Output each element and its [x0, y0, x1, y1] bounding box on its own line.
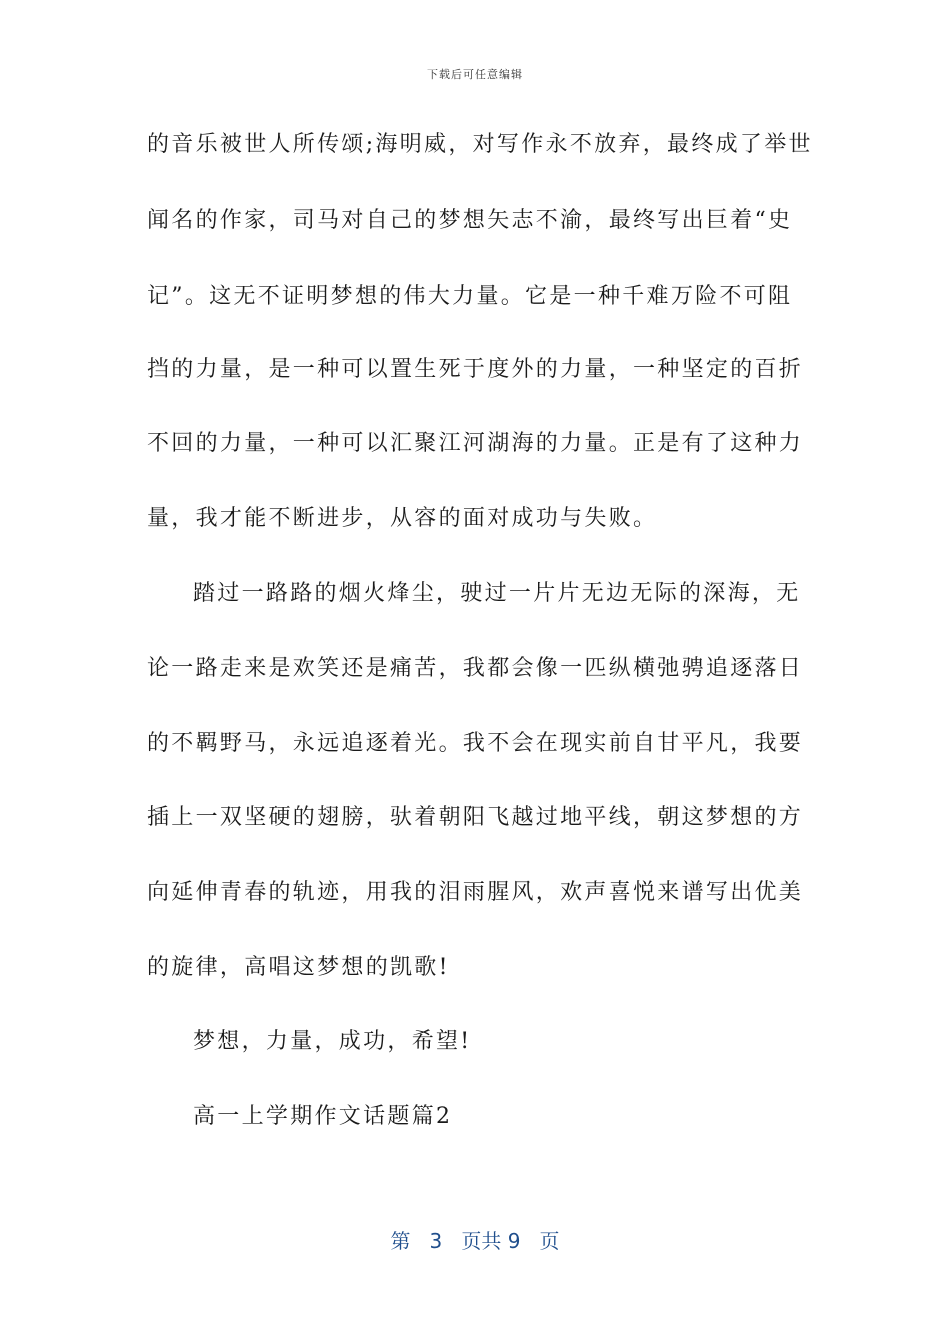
paragraph-1-line-3: 记”。这无不证明梦想的伟大力量。它是一种千难万险不可阻	[147, 284, 793, 309]
section-heading: 高一上学期作文话题篇2	[193, 1104, 453, 1129]
paragraph-1-line-1: 的音乐被世人所传颂;海明威，对写作永不放弃，最终成了举世	[147, 132, 813, 157]
page-header: 下载后可任意编辑	[427, 68, 523, 81]
footer-prefix: 第	[390, 1229, 411, 1253]
paragraph-1-line-4: 挡的力量，是一种可以置生死于度外的力量，一种坚定的百折	[147, 357, 804, 382]
page-footer	[0, 1225, 950, 1254]
footer-suffix: 页	[539, 1229, 560, 1253]
paragraph-2-line-4: 插上一双坚硬的翅膀，驮着朝阳飞越过地平线，朝这梦想的方	[147, 805, 804, 830]
footer-middle: 页共	[461, 1229, 502, 1253]
paragraph-2-line-3: 的不羁野马，永远追逐着光。我不会在现实前自甘平凡，我要	[147, 731, 804, 756]
paragraph-2-line-6: 的旋律，高唱这梦想的凯歌!	[147, 955, 450, 980]
paragraph-1-line-6: 量，我才能不断进步，从容的面对成功与失败。	[147, 506, 658, 531]
paragraph-3-line-1: 梦想，力量，成功，希望!	[193, 1029, 472, 1054]
paragraph-2-line-5: 向延伸青春的轨迹，用我的泪雨腥风，欢声喜悦来谱写出优美	[147, 880, 804, 905]
paragraph-2-line-1: 踏过一路路的烟火烽尘，驶过一片片无边无际的深海，无	[193, 581, 801, 606]
footer-total-pages: 9	[507, 1229, 521, 1253]
paragraph-1-line-2: 闻名的作家，司马对自己的梦想矢志不渝，最终写出巨着“史	[147, 208, 793, 233]
paragraph-2-line-2: 论一路走来是欢笑还是痛苦，我都会像一匹纵横弛骋追逐落日	[147, 656, 804, 681]
paragraph-1-line-5: 不回的力量，一种可以汇聚江河湖海的力量。正是有了这种力	[147, 431, 804, 456]
footer-current-page: 3	[429, 1229, 443, 1253]
